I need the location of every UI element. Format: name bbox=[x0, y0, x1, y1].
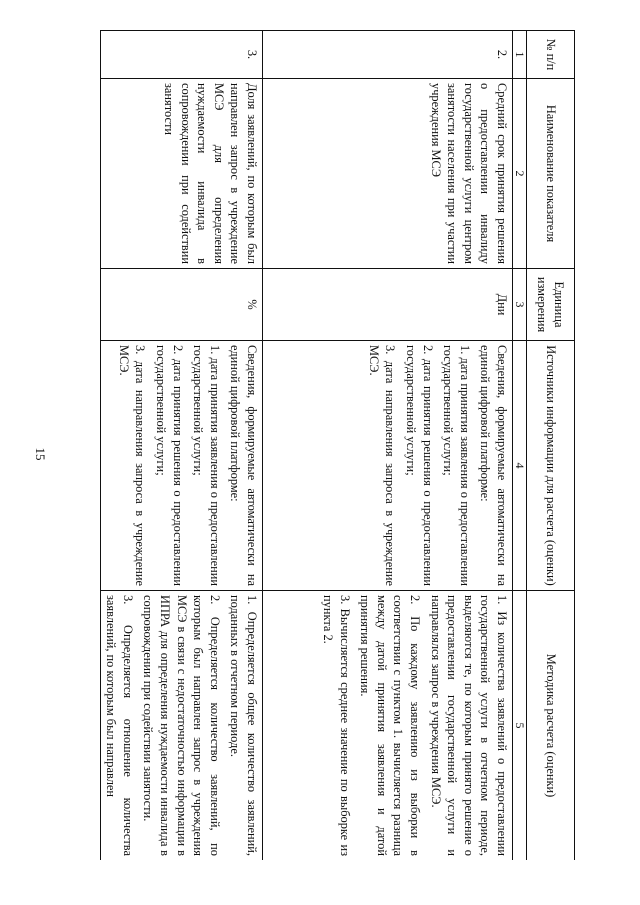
indicator-table bbox=[65, 30, 575, 860]
page-number: 15 bbox=[33, 447, 48, 461]
header-name: Наименование показателя bbox=[527, 79, 575, 269]
header-unit: Единица измерения bbox=[527, 269, 575, 341]
source-item: Сведения, формируемые автоматически на единой цифровой платформе: bbox=[478, 345, 509, 586]
method-step: 1. Из количества заявлений о предоставлении государственной услуги в отчетном периоде, выделяются те, по которым принято решение о предоставлении государственной услуги и направлялся запрос в учреждения МСЭ. bbox=[428, 595, 509, 856]
information-sources bbox=[100, 341, 262, 591]
source-item: Сведения, формируемые автоматически на единой цифровой платформе: bbox=[228, 345, 259, 586]
column-number-5: 5 bbox=[513, 591, 527, 861]
column-number-3: 3 bbox=[513, 269, 527, 341]
row-number: 2. bbox=[263, 31, 513, 79]
indicator-name: Средний срок принятия решения о предоставлении инвалиду государственной услуги центром занятости населения при участии учреждения МСЭ bbox=[263, 79, 513, 269]
source-item: 2. дата принятия решения о предоставлении государственной услуги; bbox=[404, 345, 435, 586]
source-item: 3. дата направления запроса в учреждение МСЭ. bbox=[116, 345, 148, 586]
column-number-1: 1 bbox=[513, 31, 527, 79]
method-step: 2. Определяется количество заявлений, по которым был направлен запрос в учреждения МСЭ в связи с недостаточностью информации в ИПРА для определения нуждаемости инвалида в сопровождении при содействии занятости. bbox=[141, 595, 222, 856]
header-num: № п/п bbox=[527, 31, 575, 79]
header-method: Методика расчета (оценки) bbox=[527, 591, 575, 861]
column-number-2: 2 bbox=[513, 79, 527, 269]
source-item: 3. дата направления запроса в учреждение МСЭ. bbox=[366, 345, 398, 586]
indicator-name: Доля заявлений, по которым был направлен запрос в учреждение МСЭ для определения нуждаемости инвалида в сопровождении при содействии занятости bbox=[100, 79, 262, 269]
table-row bbox=[263, 31, 513, 861]
method-step: 2. По каждому заявлению из выборки в соответствии с пунктом 1. вычисляется разница между датой принятия заявления и датой принятия решения. bbox=[358, 595, 423, 856]
source-item: 2. дата принятия решения о предоставлении государственной услуги; bbox=[154, 345, 185, 586]
method-step: 3. Вычисляется среднее значение по выборке из пункта 2. bbox=[321, 595, 352, 856]
source-item: 1. дата принятия заявления о предоставлении государственной услуги; bbox=[441, 345, 472, 586]
method-step: 3. Определяется отношение количества заявлений, по которым был направлен bbox=[104, 595, 135, 856]
source-item: 1. дата принятия заявления о предоставлении государственной услуги; bbox=[191, 345, 222, 586]
unit-of-measure: Дни bbox=[263, 269, 513, 341]
column-number-4: 4 bbox=[513, 341, 527, 591]
unit-of-measure: % bbox=[100, 269, 262, 341]
information-sources bbox=[263, 341, 513, 591]
table-row bbox=[100, 31, 262, 861]
header-sources: Источники информации для расчета (оценки) bbox=[527, 341, 575, 591]
calculation-method bbox=[100, 591, 262, 861]
calculation-method bbox=[263, 591, 513, 861]
row-number: 3. bbox=[100, 31, 262, 79]
method-step: 1. Определяется общее количество заявлений, поданных в отчетном периоде. bbox=[228, 595, 259, 856]
rotated-table-viewport bbox=[65, 30, 575, 860]
